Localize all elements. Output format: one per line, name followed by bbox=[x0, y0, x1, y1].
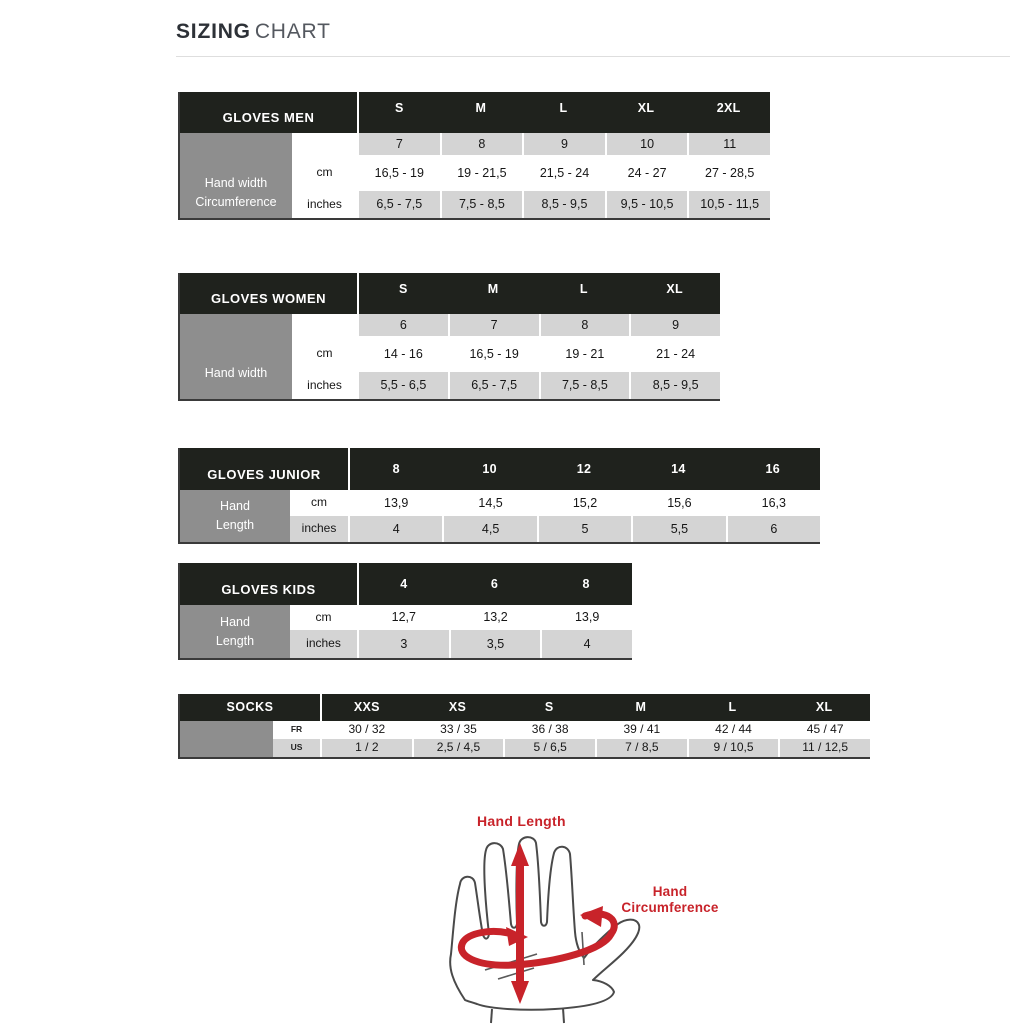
size-number-cell: 8 bbox=[440, 133, 523, 155]
hand-circumference-label-line2: Circumference bbox=[621, 900, 719, 915]
wrist-line-left bbox=[491, 1009, 492, 1023]
size-column-header: XXS bbox=[320, 694, 412, 721]
size-column-header: S bbox=[357, 273, 448, 314]
size-column-header: M bbox=[595, 694, 687, 721]
unit-label: cm bbox=[290, 490, 348, 516]
size-number-cell: 9 bbox=[629, 314, 720, 336]
size-column-header: L bbox=[539, 273, 630, 314]
size-column-header: S bbox=[503, 694, 595, 721]
unit-label: inches bbox=[292, 191, 357, 218]
unit-spacer bbox=[292, 133, 357, 155]
wrist-line-right bbox=[563, 1008, 564, 1023]
size-column-header: 16 bbox=[726, 448, 820, 490]
value-cell: 33 / 35 bbox=[412, 721, 504, 739]
unit-label: cm bbox=[292, 155, 357, 191]
size-column-header: L bbox=[687, 694, 779, 721]
row-label-line: Length bbox=[215, 633, 255, 648]
value-cell: 24 - 27 bbox=[605, 155, 688, 191]
value-cell: 9,5 - 10,5 bbox=[605, 191, 688, 218]
value-cell: 5,5 bbox=[631, 516, 725, 542]
size-column-header: 8 bbox=[540, 563, 632, 605]
size-column-header: M bbox=[440, 92, 523, 133]
value-cell: 36 / 38 bbox=[503, 721, 595, 739]
size-column-header: 10 bbox=[442, 448, 536, 490]
value-cell: 27 - 28,5 bbox=[687, 155, 770, 191]
size-column-header: 14 bbox=[631, 448, 725, 490]
size-column-header: XL bbox=[629, 273, 720, 314]
unit-label: inches bbox=[292, 372, 357, 399]
value-cell: 39 / 41 bbox=[595, 721, 687, 739]
size-column-header: 12 bbox=[537, 448, 631, 490]
value-cell: 15,2 bbox=[537, 490, 631, 516]
hand-length-label: Hand Length bbox=[477, 813, 566, 829]
size-column-header: S bbox=[357, 92, 440, 133]
socks-header: SOCKS bbox=[180, 694, 320, 721]
gloves-women-header: GLOVES WOMEN bbox=[180, 273, 357, 314]
value-cell: 4 bbox=[540, 630, 632, 658]
row-label-line: Hand bbox=[220, 614, 250, 629]
unit-label: US bbox=[273, 739, 320, 757]
value-cell: 30 / 32 bbox=[320, 721, 412, 739]
unit-label: inches bbox=[290, 516, 348, 542]
unit-spacer bbox=[292, 314, 357, 336]
size-column-header: 8 bbox=[348, 448, 442, 490]
value-cell: 16,5 - 19 bbox=[357, 155, 440, 191]
value-cell: 11 / 12,5 bbox=[778, 739, 870, 757]
size-number-cell: 6 bbox=[357, 314, 448, 336]
gloves-junior-table bbox=[178, 448, 820, 544]
value-cell: 6,5 - 7,5 bbox=[357, 191, 440, 218]
size-column-header: XL bbox=[605, 92, 688, 133]
gloves-men-table bbox=[178, 92, 770, 220]
row-label-line: Hand bbox=[220, 499, 250, 513]
value-cell: 7,5 - 8,5 bbox=[539, 372, 630, 399]
size-number-cell: 7 bbox=[357, 133, 440, 155]
row-label-cell bbox=[180, 133, 292, 218]
hand-circumference-label-line1: Hand bbox=[652, 884, 688, 899]
value-cell: 8,5 - 9,5 bbox=[629, 372, 720, 399]
value-cell: 6,5 - 7,5 bbox=[448, 372, 539, 399]
gloves-kids-header: GLOVES KIDS bbox=[180, 563, 357, 605]
size-column-header: XS bbox=[412, 694, 504, 721]
value-cell: 42 / 44 bbox=[687, 721, 779, 739]
value-cell: 45 / 47 bbox=[778, 721, 870, 739]
value-cell: 4,5 bbox=[442, 516, 536, 542]
value-cell: 15,6 bbox=[631, 490, 725, 516]
value-cell: 5 bbox=[537, 516, 631, 542]
size-number-cell: 9 bbox=[522, 133, 605, 155]
value-cell: 4 bbox=[348, 516, 442, 542]
size-number-cell: 11 bbox=[687, 133, 770, 155]
row-label-line: Hand width bbox=[204, 366, 268, 380]
value-cell: 13,2 bbox=[449, 605, 541, 630]
row-label-line: Length bbox=[215, 518, 255, 532]
value-cell: 6 bbox=[726, 516, 820, 542]
value-cell: 10,5 - 11,5 bbox=[687, 191, 770, 218]
value-cell: 21,5 - 24 bbox=[522, 155, 605, 191]
gloves-kids-table bbox=[178, 563, 632, 660]
value-cell: 5 / 6,5 bbox=[503, 739, 595, 757]
gloves-men-header: GLOVES MEN bbox=[180, 92, 357, 133]
value-cell: 8,5 - 9,5 bbox=[522, 191, 605, 218]
size-number-cell: 7 bbox=[448, 314, 539, 336]
value-cell: 2,5 / 4,5 bbox=[412, 739, 504, 757]
page-title-primary: SIZING bbox=[176, 20, 251, 43]
row-label-cell bbox=[180, 721, 273, 757]
page-title bbox=[176, 20, 331, 44]
title-divider bbox=[176, 56, 1010, 57]
unit-label: cm bbox=[290, 605, 357, 630]
value-cell: 19 - 21,5 bbox=[440, 155, 523, 191]
size-column-header: L bbox=[522, 92, 605, 133]
hand-circumference-label bbox=[595, 884, 745, 916]
value-cell: 16,3 bbox=[726, 490, 820, 516]
size-column-header: XL bbox=[778, 694, 870, 721]
value-cell: 14,5 bbox=[442, 490, 536, 516]
value-cell: 13,9 bbox=[348, 490, 442, 516]
row-label-line: Circumference bbox=[195, 195, 277, 209]
value-cell: 16,5 - 19 bbox=[448, 336, 539, 372]
row-label-cell bbox=[180, 314, 292, 399]
socks-table bbox=[178, 694, 870, 759]
value-cell: 9 / 10,5 bbox=[687, 739, 779, 757]
value-cell: 7,5 - 8,5 bbox=[440, 191, 523, 218]
value-cell: 13,9 bbox=[540, 605, 632, 630]
hand-measurement-figure bbox=[435, 830, 670, 1024]
size-column-header: 4 bbox=[357, 563, 449, 605]
value-cell: 21 - 24 bbox=[629, 336, 720, 372]
gloves-women-table bbox=[178, 273, 720, 401]
value-cell: 3,5 bbox=[449, 630, 541, 658]
row-label-cell bbox=[180, 490, 290, 542]
value-cell: 1 / 2 bbox=[320, 739, 412, 757]
value-cell: 3 bbox=[357, 630, 449, 658]
gloves-junior-header: GLOVES JUNIOR bbox=[180, 448, 348, 490]
unit-label: inches bbox=[290, 630, 357, 658]
row-label-cell bbox=[180, 605, 290, 658]
unit-label: FR bbox=[273, 721, 320, 739]
value-cell: 7 / 8,5 bbox=[595, 739, 687, 757]
size-number-cell: 8 bbox=[539, 314, 630, 336]
row-label-line: Hand width bbox=[204, 176, 268, 190]
size-column-header: 6 bbox=[449, 563, 541, 605]
value-cell: 19 - 21 bbox=[539, 336, 630, 372]
size-column-header: M bbox=[448, 273, 539, 314]
size-number-cell: 10 bbox=[605, 133, 688, 155]
value-cell: 5,5 - 6,5 bbox=[357, 372, 448, 399]
page-title-secondary: CHART bbox=[254, 20, 331, 43]
size-column-header: 2XL bbox=[687, 92, 770, 133]
value-cell: 12,7 bbox=[357, 605, 449, 630]
unit-label: cm bbox=[292, 336, 357, 372]
value-cell: 14 - 16 bbox=[357, 336, 448, 372]
